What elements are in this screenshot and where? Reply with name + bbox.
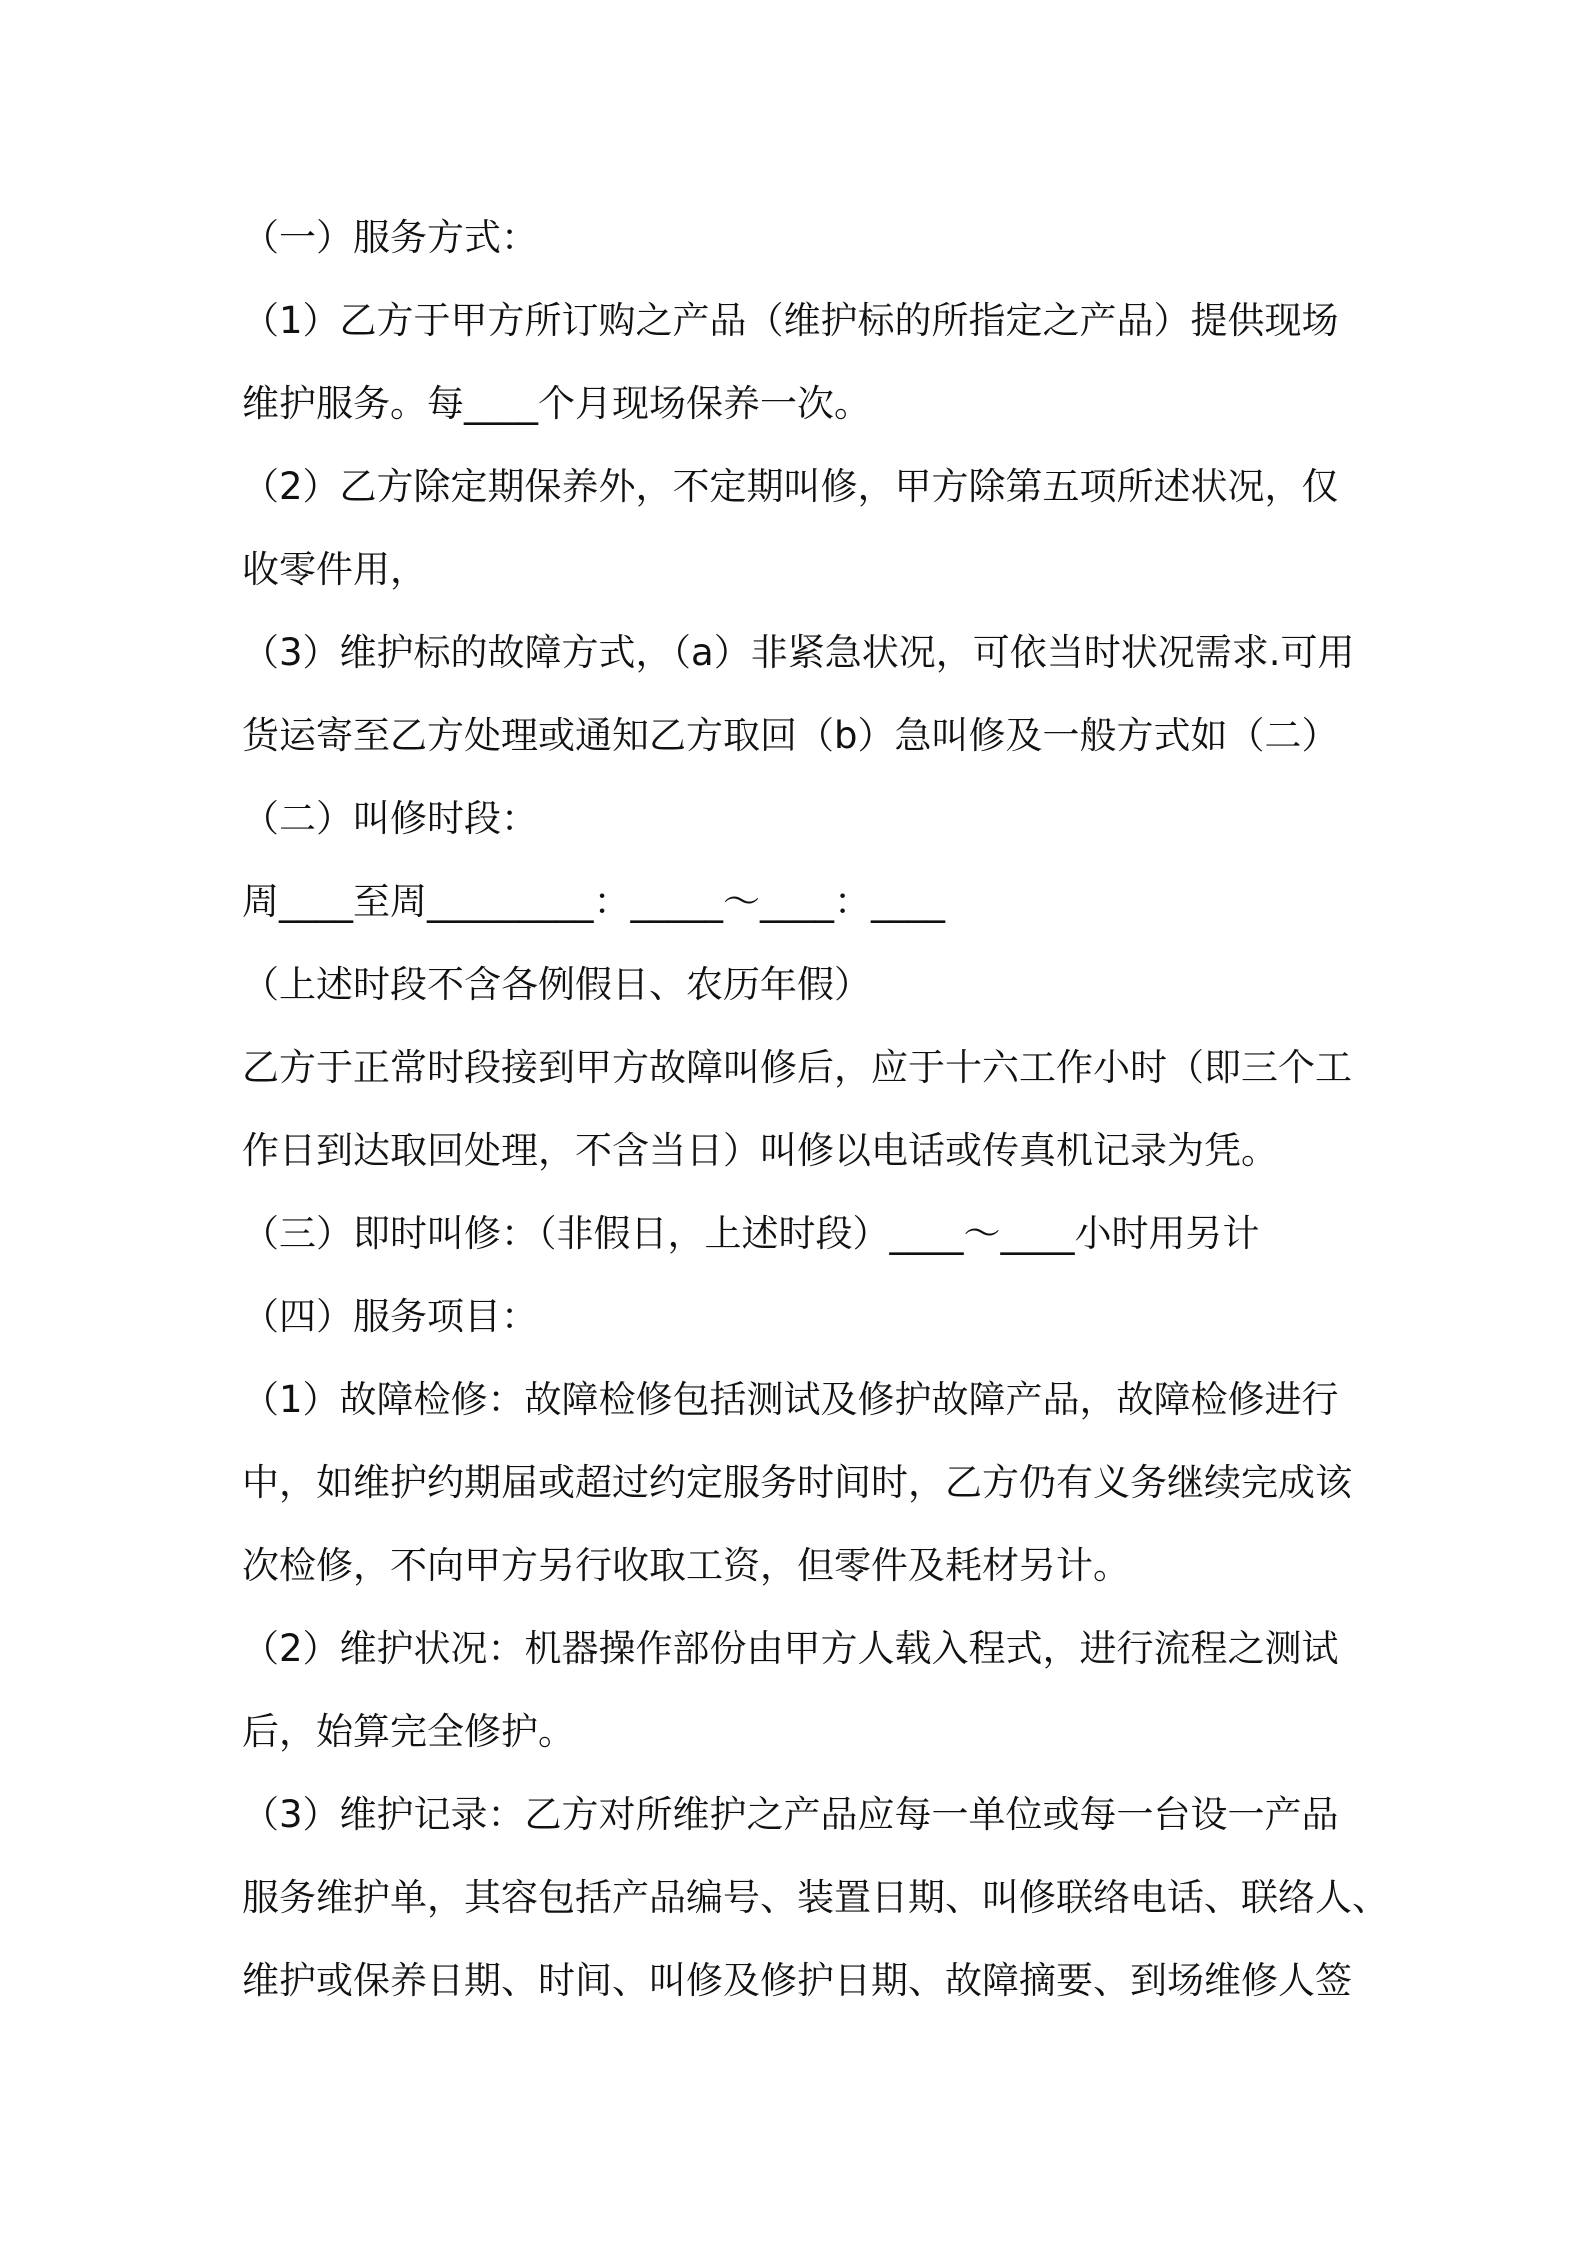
section-heading-immediate-repair: （三）即时叫修：（非假日，上述时段）____～____小时用另计	[242, 1212, 1260, 1255]
paragraph-line: （1）乙方于甲方所订购之产品（维护标的所指定之产品）提供现场	[242, 299, 1339, 342]
contract-body-text	[242, 196, 1389, 2022]
paragraph-line: （1）故障检修：故障检修包括测试及修护故障产品，故障检修进行	[242, 1378, 1339, 1421]
paragraph-line: （上述时段不含各例假日、农历年假）	[242, 963, 871, 1006]
paragraph-line: 服务维护单，其容包括产品编号、装置日期、叫修联络电话、联络人、	[242, 1876, 1389, 1919]
section-heading-service-items: （四）服务项目：	[242, 1295, 538, 1338]
paragraph-line: 周____至周_________：_____～____：____	[242, 880, 945, 923]
paragraph-line: 次检修，不向甲方另行收取工资，但零件及耗材另计。	[242, 1544, 1130, 1587]
section-heading-service-method: （一）服务方式：	[242, 216, 538, 259]
paragraph-line: 乙方于正常时段接到甲方故障叫修后，应于十六工作小时（即三个工	[242, 1046, 1352, 1089]
paragraph-line: 中，如维护约期届或超过约定服务时间时，乙方仍有义务继续完成该	[242, 1461, 1352, 1504]
paragraph-line: 收零件用，	[242, 548, 427, 591]
paragraph-line: 后，始算完全修护。	[242, 1710, 575, 1753]
paragraph-line: 维护或保养日期、时间、叫修及修护日期、故障摘要、到场维修人签	[242, 1959, 1352, 2002]
paragraph-line: 货运寄至乙方处理或通知乙方取回（b）急叫修及一般方式如（二）	[242, 714, 1339, 757]
paragraph-line: 作日到达取回处理，不含当日）叫修以电话或传真机记录为凭。	[242, 1129, 1278, 1172]
paragraph-line: （3）维护标的故障方式，（a）非紧急状况，可依当时状况需求.可用	[242, 631, 1355, 674]
paragraph-line: （3）维护记录：乙方对所维护之产品应每一单位或每一台设一产品	[242, 1793, 1339, 1836]
paragraph-line: （2）乙方除定期保养外，不定期叫修，甲方除第五项所述状况，仅	[242, 465, 1339, 508]
paragraph-line: 维护服务。每____个月现场保养一次。	[242, 382, 871, 425]
paragraph-line: （2）维护状况：机器操作部份由甲方人载入程式，进行流程之测试	[242, 1627, 1339, 1670]
section-heading-repair-hours: （二）叫修时段：	[242, 797, 538, 840]
